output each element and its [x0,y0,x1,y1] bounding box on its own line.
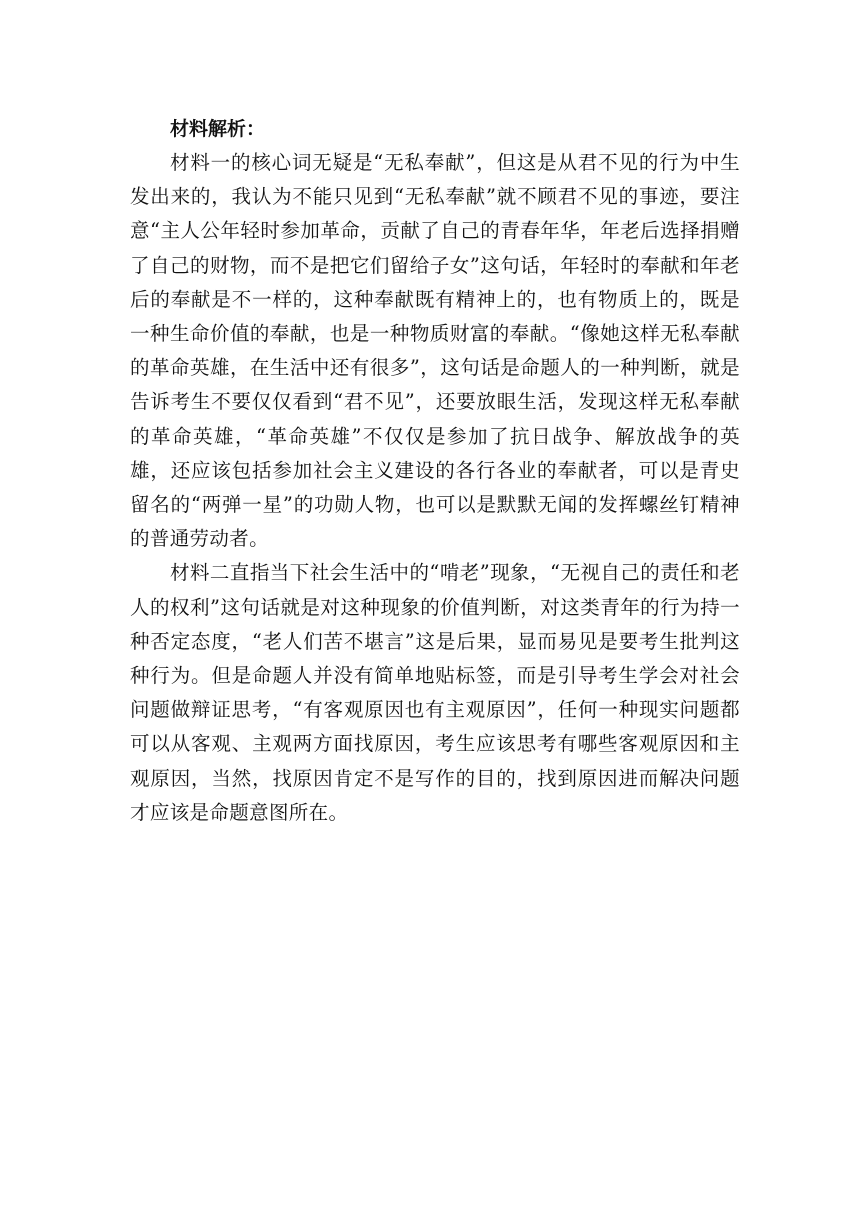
paragraph-material-two: 材料二直指当下社会生活中的“啃老”现象，“无视自己的责任和老人的权利”这句话就是对这种现象的价值判断，对这类青年的行为持一种否定态度，“老人们苦不堪言”这是后果，显而易见是要考生批判这种行为。但是命题人并没有简单地贴标签，而是引导考生学会对社会问题做辩证思考，“有客观原因也有主观原因”，任何一种现实问题都可以从客观、主观两方面找原因，考生应该思考有哪些客观原因和主观原因，当然，找原因肯定不是写作的目的，找到原因进而解决问题才应该是命题意图所在。 [130,561,740,824]
section-heading: 材料解析： [170,118,266,140]
document-page [130,112,740,830]
paragraph-material-one: 材料一的核心词无疑是“无私奉献”，但这是从君不见的行为中生发出来的，我认为不能只见到“无私奉献”就不顾君不见的事迹，要注意“主人公年轻时参加革命，贡献了自己的青春年华，年老后选择捐赠了自己的财物，而不是把它们留给子女”这句话，年轻时的奉献和年老后的奉献是不一样的，这种奉献既有精神上的，也有物质上的，既是一种生命价值的奉献，也是一种物质财富的奉献。“像她这样无私奉献的革命英雄，在生活中还有很多”，这句话是命题人的一种判断，就是告诉考生不要仅仅看到“君不见”，还要放眼生活，发现这样无私奉献的革命英雄，“革命英雄”不仅仅是参加了抗日战争、解放战争的英雄，还应该包括参加社会主义建设的各行各业的奉献者，可以是青史留名的“两弹一星”的功勋人物，也可以是默默无闻的发挥螺丝钉精神的普通劳动者。 [130,151,740,551]
